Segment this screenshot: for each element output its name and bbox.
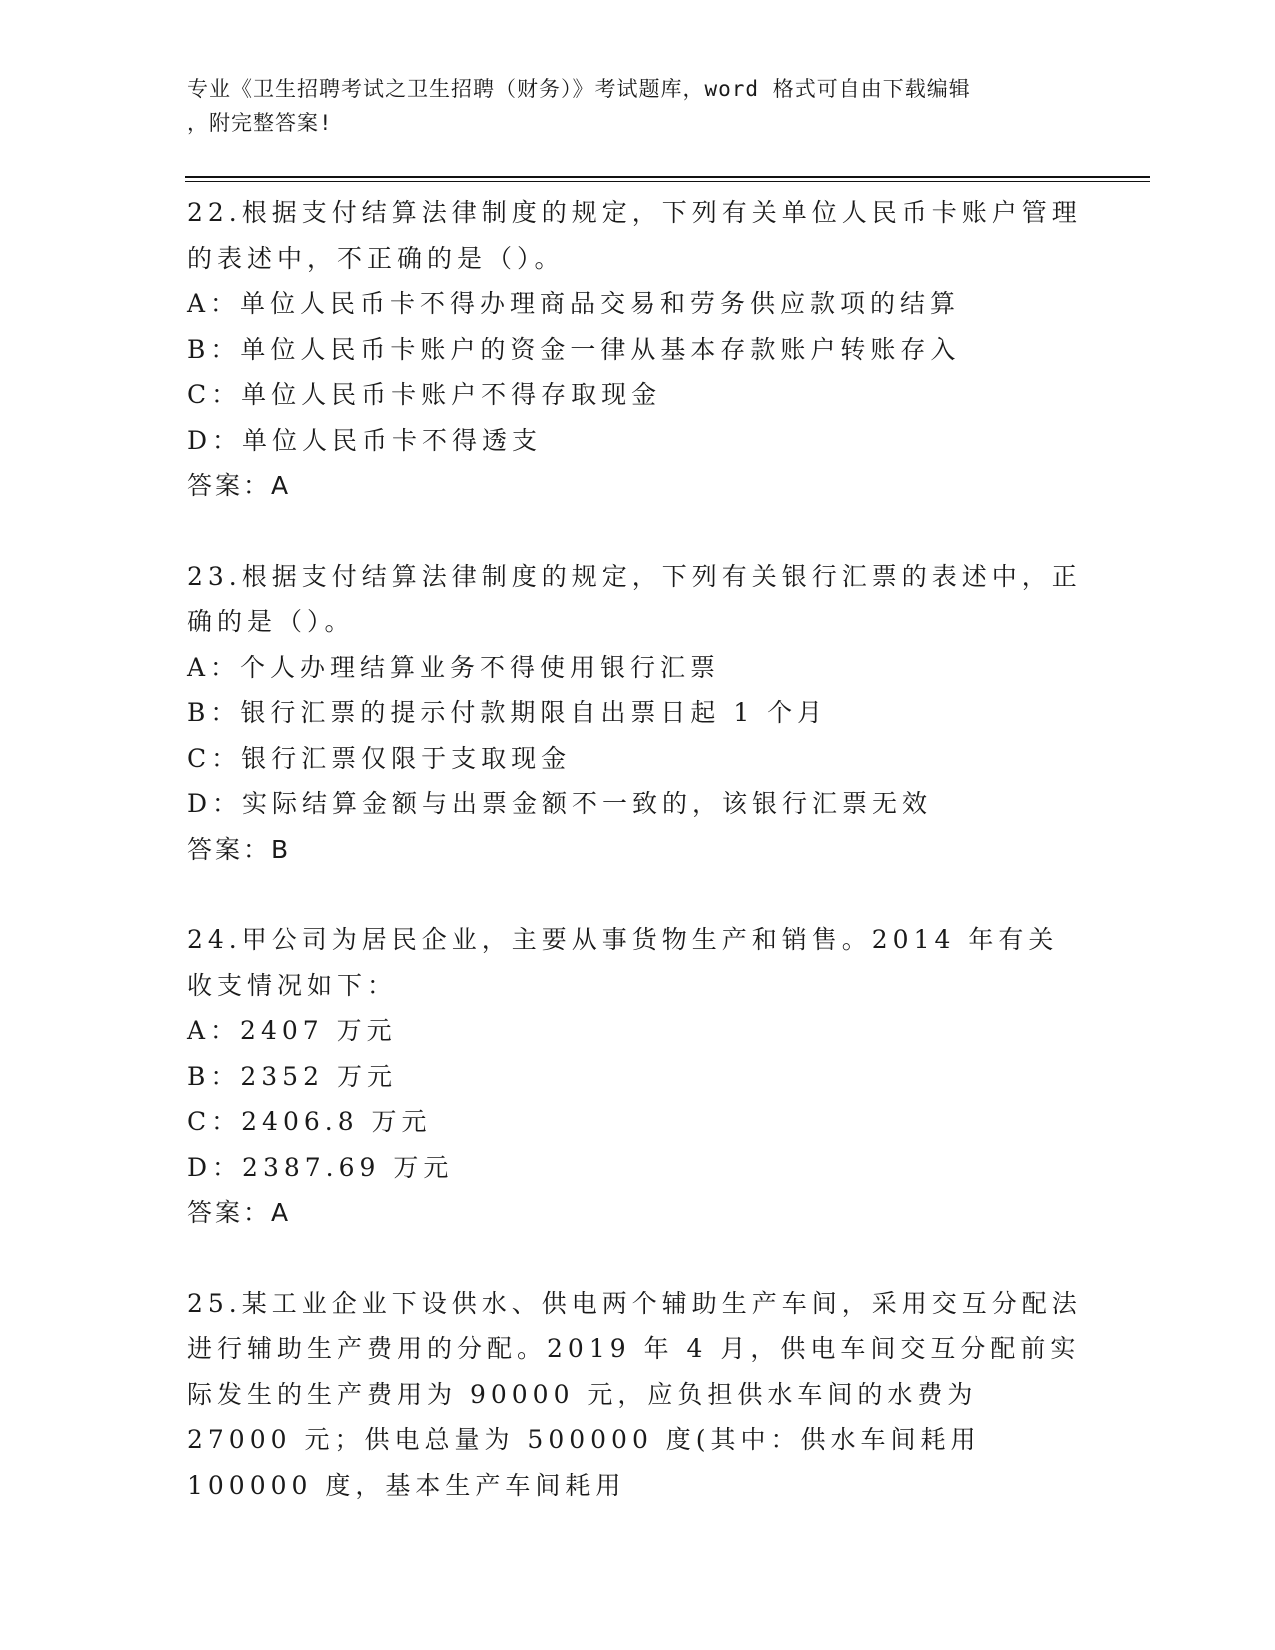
answer-line: 答案：A <box>187 471 292 500</box>
option-a: A：单位人民币卡不得办理商品交易和劳务供应款项的结算 <box>187 289 961 318</box>
option-c: C：2406.8 万元 <box>187 1107 432 1136</box>
answer-line: 答案：B <box>187 834 292 864</box>
option-d: D：单位人民币卡不得透支 <box>187 425 543 455</box>
question-text: 22.根据支付结算法律制度的规定，下列有关单位人民币卡账户管理的表述中，不正确的是（）。 <box>187 198 1082 273</box>
option-a: A：2407 万元 <box>187 1016 397 1045</box>
answer-line: 答案：A <box>187 1198 292 1227</box>
option-d: D：2387.69 万元 <box>187 1152 454 1182</box>
question-text: 24.甲公司为居民企业，主要从事货物生产和销售。2014 年有关收支情况如下： <box>187 925 1059 1000</box>
option-b: B：银行汇票的提示付款期限自出票日起 1 个月 <box>187 698 828 727</box>
question-25 <box>187 1281 1087 1509</box>
question-22 <box>187 190 1087 509</box>
question-list <box>187 190 1087 1553</box>
option-b: B：2352 万元 <box>187 1061 397 1091</box>
header-line-1: 专业《卫生招聘考试之卫生招聘（财务）》考试题库，word 格式可自由下载编辑 <box>187 77 971 101</box>
option-a: A：个人办理结算业务不得使用银行汇票 <box>187 652 721 682</box>
option-c: C：单位人民币卡账户不得存取现金 <box>187 380 662 409</box>
question-text: 25.某工业企业下设供水、供电两个辅助生产车间，采用交互分配法进行辅助生产费用的分配。2019 年 4 月，供电车间交互分配前实际发生的生产费用为 90000 元，应负担供水车间的水费为 27000 元；供电总量为 500000 度(其中：供水车间耗用 100000 度，基本生产车间耗用 <box>187 1288 1082 1500</box>
header-rule-thick <box>185 176 1150 178</box>
option-b: B：单位人民币卡账户的资金一律从基本存款账户转账存入 <box>187 334 961 364</box>
question-23 <box>187 554 1087 873</box>
option-d: D：实际结算金额与出票金额不一致的，该银行汇票无效 <box>187 789 933 818</box>
question-24 <box>187 917 1087 1236</box>
header-line-2: ，附完整答案! <box>187 111 333 135</box>
document-header <box>187 72 1087 140</box>
header-rule-thin <box>185 181 1150 182</box>
question-text: 23.根据支付结算法律制度的规定，下列有关银行汇票的表述中，正确的是（）。 <box>187 561 1082 636</box>
option-c: C：银行汇票仅限于支取现金 <box>187 743 572 773</box>
